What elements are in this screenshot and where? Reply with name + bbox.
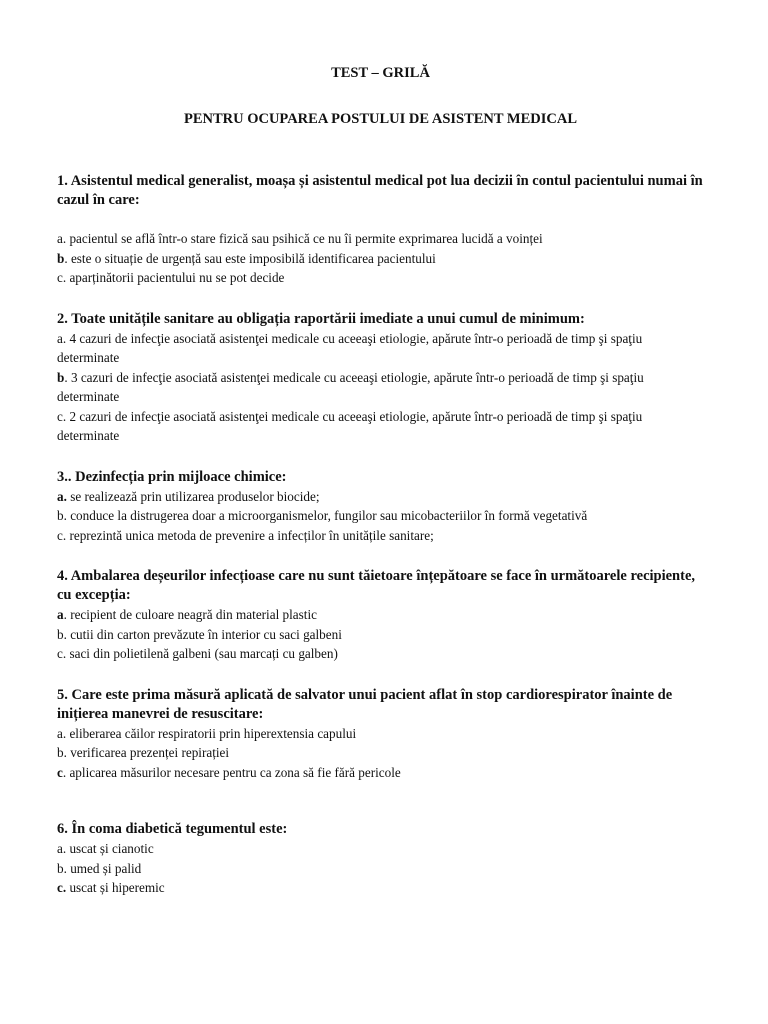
option-a [57,839,704,859]
option-b [57,368,704,407]
option-text: verificarea prezenței repirației [66,745,230,760]
option-text: 2 cazuri de infecţie asociată asistenţei medicale cu aceeaşi etiologie, apărute într-o perioadă de timp şi spaţiu determinate [57,408,643,443]
option-letter: c. [57,527,67,543]
question-text: 1. Asistentul medical generalist, moașa și asistentul medical pot lua decizii în contul pacientului numai în cazul în care: [57,173,703,208]
question-text: 4. Ambalarea deșeurilor infecțioase care nu sunt tăietoare înțepătoare se face în următoarele recipiente, cu excepția: [57,568,696,603]
option-text: . aplicarea măsurilor necesare pentru ca zona să fie fără pericole [62,764,401,780]
option-letter: b. [57,745,67,760]
option-letter: c [57,764,63,780]
option-b [57,249,704,269]
option-b [57,859,704,879]
option-letter: c. [57,270,67,285]
question-3 [57,468,704,546]
option-letter: b. [57,626,67,642]
option-b [57,743,704,763]
option-text: . este o situație de urgență sau este imposibilă identificarea pacientului [64,250,436,266]
option-letter: c. [57,646,67,661]
document-subtitle: PENTRU OCUPAREA POSTULUI DE ASISTENT MEDICAL [183,110,578,127]
question-6 [57,820,704,898]
option-a [57,487,704,507]
question-list [57,172,704,898]
option-text: conduce la distrugerea doar a microorganismelor, fungilor sau micobacteriilor în formă vegetativă [66,508,588,523]
question-1 [57,172,704,288]
option-letter: a. [57,725,67,741]
option-a [57,605,704,625]
option-c [57,407,704,446]
option-text: eliberarea căilor respiratorii prin hiperextensia capului [66,725,357,741]
question-text: 3.. Dezinfecția prin mijloace chimice: [57,468,287,485]
question-text: 2. Toate unitățile sanitare au obligația raportării imediate a unui cumul de minimum: [57,310,585,327]
option-letter: b. [57,860,67,876]
option-text: . recipient de culoare neagră din material plastic [63,607,317,622]
option-letter: a [57,607,64,622]
option-b [57,625,704,645]
option-text: pacientul se află într-o stare fizică sau psihică ce nu îi permite exprimarea lucidă a voinței [66,231,543,246]
question-text: 6. În coma diabetică tegumentul este: [57,821,288,837]
option-text: 4 cazuri de infecţie asociată asistenţei medicale cu aceeaşi etiologie, apărute într-o perioadă de timp şi spaţiu determinate [57,330,643,365]
question-5 [57,686,704,783]
option-a [57,229,704,249]
option-text: umed și palid [66,860,142,876]
question-2 [57,310,704,446]
option-text: uscat și hiperemic [66,880,165,895]
option-letter: a. [57,231,67,246]
option-a [57,724,704,744]
option-letter: c. [57,408,67,424]
option-text: cutii din carton prevăzute în interior cu saci galbeni [66,626,342,642]
option-a [57,329,704,368]
option-text: . 3 cazuri de infecţie asociată asistenţei medicale cu aceeaşi etiologie, apărute într-o perioadă de timp şi spaţiu determinate [57,369,644,404]
option-text: saci din polietilenă galbeni (sau marcați cu galben) [66,646,338,661]
option-letter: a. [57,330,67,346]
option-text: reprezintă unica metoda de prevenire a infecților în unitățile sanitare; [66,527,434,543]
option-text: uscat și cianotic [66,841,154,856]
option-c [57,526,704,546]
option-c [57,763,704,783]
option-letter: b [57,250,65,266]
option-text: aparținătorii pacientului nu se pot decide [66,270,285,285]
option-c [57,878,704,898]
option-letter: c. [57,880,67,895]
option-b [57,506,704,526]
option-letter: b. [57,508,67,523]
option-text: se realizează prin utilizarea produselor biocide; [66,488,320,504]
option-letter: b [57,369,65,385]
option-c [57,644,704,664]
option-letter: a. [57,841,67,856]
option-letter: a. [57,488,67,504]
document-title: TEST – GRILĂ [331,65,430,81]
option-c [57,268,704,288]
question-4 [57,567,704,664]
question-text: 5. Care este prima măsură aplicată de salvator unui pacient aflat în stop cardiorespirator înainte de inițierea manevrei de resuscitare: [57,686,673,722]
